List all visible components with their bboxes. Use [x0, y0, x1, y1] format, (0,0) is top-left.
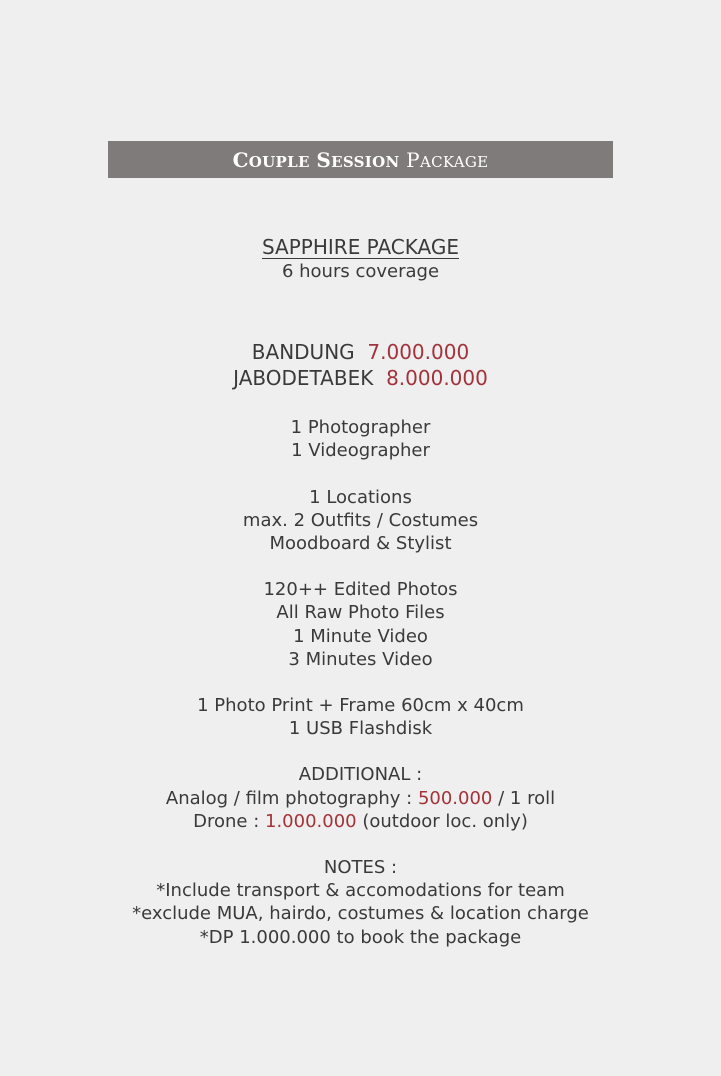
package-coverage: 6 hours coverage — [281, 261, 440, 282]
deliverable-item: 120++ Edited Photos — [263, 579, 458, 601]
note-line: *Include transport & accomodations for team — [156, 880, 565, 902]
price-jabodetabek — [0, 365, 721, 391]
price-amount: 8.000.000 — [386, 366, 488, 391]
extra-item: 1 Photo Print + Frame 60cm x 40cm — [197, 695, 524, 717]
notes-heading: NOTES : — [323, 857, 398, 879]
title-word-session: SESSION — [316, 147, 400, 172]
price-amount: 7.000.000 — [367, 340, 470, 365]
session-item: max. 2 Outfits / Costumes — [242, 509, 479, 531]
section-title-banner — [108, 141, 613, 178]
note-line: *DP 1.000.000 to book the package — [199, 926, 522, 948]
team-item: 1 Videographer — [291, 440, 430, 462]
deliverable-item: 1 Minute Video — [293, 625, 428, 647]
title-word-package: PACKAGE — [406, 147, 489, 172]
price-bandung — [0, 339, 721, 365]
price-city: BANDUNG — [251, 340, 355, 365]
price-city: JABODETABEK — [233, 366, 374, 391]
analog-price: 500.000 — [417, 787, 493, 809]
title-word-couple: COUPLE — [232, 147, 310, 172]
package-details — [0, 234, 721, 949]
package-name: SAPPHIRE PACKAGE — [261, 235, 459, 259]
additional-heading: ADDITIONAL : — [298, 764, 423, 786]
additional-analog: Analog / film photography : 500.000 / 1 roll — [165, 787, 556, 809]
team-item: 1 Photographer — [290, 417, 431, 439]
deliverable-item: All Raw Photo Files — [276, 602, 445, 624]
note-line: *exclude MUA, hairdo, costumes & location charge — [132, 903, 589, 925]
session-item: 1 Locations — [309, 486, 412, 508]
deliverable-item: 3 Minutes Video — [288, 648, 433, 670]
additional-drone: Drone : 1.000.000 (outdoor loc. only) — [193, 810, 528, 832]
extra-item: 1 USB Flashdisk — [288, 718, 433, 740]
drone-price: 1.000.000 — [265, 810, 357, 832]
session-item: Moodboard & Stylist — [269, 533, 452, 555]
